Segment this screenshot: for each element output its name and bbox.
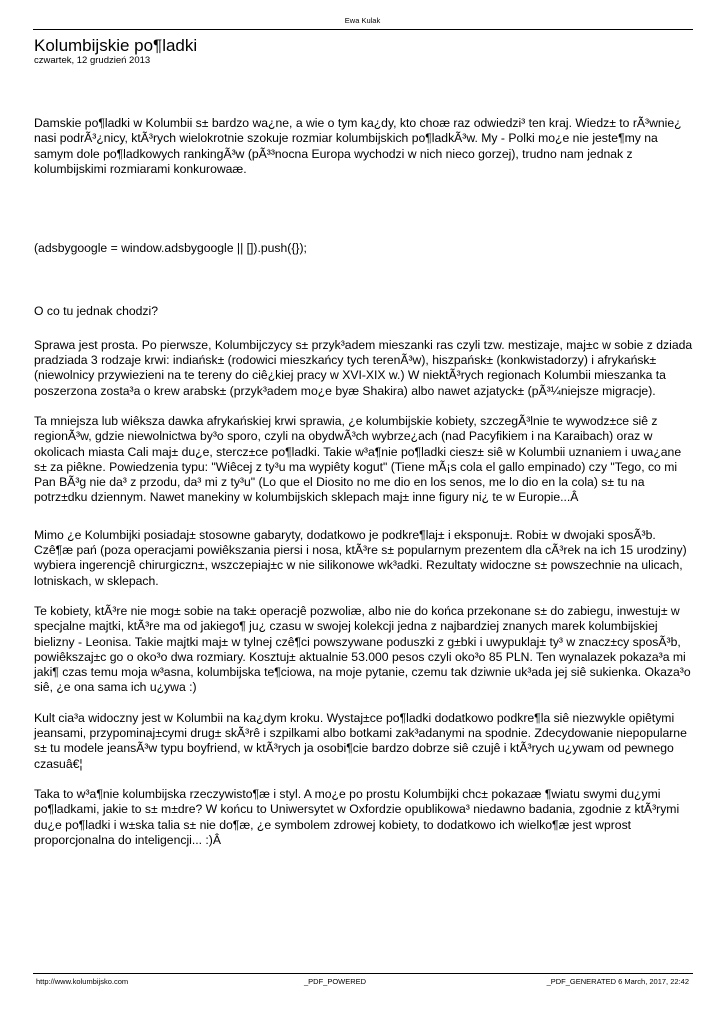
footer-generated: _PDF_GENERATED 6 March, 2017, 22:42 — [546, 977, 689, 986]
header-author: Ewa Kulak — [344, 16, 381, 25]
ad-script-text: (adsbygoogle = window.adsbygoogle || []).push({}); — [34, 241, 307, 256]
footer-divider — [33, 973, 693, 974]
paragraph-3: Mimo ¿e Kolumbijki posiadaj± stosowne gabaryty, dodatkowo je podkre¶laj± i eksponuj±. Robi± w dwojaki sposÃ³b. Czê¶æ pań (poza operacjami powiêkszania piersi i nosa, ktÃ³re s± popularnym prezentem dla cÃ³rek na ich 15 urodziny) wybiera ingerencjê chirurgiczn±, wszczepiaj±c w nie silikonowe wk³adki. Rezultaty widoczne s± powszechnie na ulicach, lotniskach, w sklepach. — [34, 527, 687, 588]
intro-paragraph: Damskie po¶ladki w Kolumbii s± bardzo wa¿ne, a wie o tym ka¿dy, kto choæ raz odwiedzi³ ten kraj. Wiedz± to rÃ³wnie¿ nasi podrÃ³¿nicy, ktÃ³rych wielokrotnie szokuje rozmiar kolumbijskich po¶ladkÃ³w. My - Polki mo¿e nie jeste¶my na samym dole po¶ladkowych rankingÃ³w (pÃ³³nocna Europa wychodzi w nich nieco gorzej), trudno nam jednak z kolumbijskimi rozmiarami konkurowaæ. — [34, 116, 682, 176]
article-date: czwartek, 12 grudzień 2013 — [34, 55, 151, 66]
paragraph-2: Ta mniejsza lub wiêksza dawka afrykańskiej krwi sprawia, ¿e kolumbijskie kobiety, szczegÃ³lnie te wywodz±ce siê z regionÃ³w, gdzie niewolnictwa by³o sporo, czyli na obydwÃ³ch wybrze¿ach (nad Pacyfikiem i na Karaibach) oraz w okolicach miasta Cali maj± du¿e, stercz±ce po¶ladki. Takie w³a¶nie po¶ladki ciesz± siê w Kolumbii uznaniem i uwa¿ane s± za piêkne. Powiedzenia typu: "Wiêcej z ty³u ma wypiêty kogut" (Tiene mÃ¡s cola el gallo empinado) czy "Tego, co mi Pan BÃ³g nie da³ z przodu, da³ mi z ty³u" (Lo que el Diosito no me dio en los senos, me lo dio en la cola) s± tu na potrz±dku dziennym. Nawet manekiny w kolumbijskich sklepach maj± inne figury ni¿ te w Europie...Â — [34, 413, 682, 505]
footer-url[interactable]: http://www.kolumbijsko.com — [36, 977, 129, 986]
article-body — [34, 116, 694, 848]
paragraph-5: Kult cia³a widoczny jest w Kolumbii na ka¿dym kroku. Wystaj±ce po¶ladki dodatkowo podkre¶la siê niezwykle opiêtymi jeansami, przypominaj±cymi drug± skÃ³rê i szpilkami albo botkami zak³adanymi na spodnie. Zdecydowanie niepopularne s± tu modele jeansÃ³w typu boyfriend, w ktÃ³rych ja osobi¶cie bardzo dobrze siê czujê i ktÃ³rych u¿ywam od pewnego czasuâ€¦ — [34, 710, 687, 771]
article-title: Kolumbijskie po¶ladki — [34, 36, 198, 55]
paragraph-6: Taka to w³a¶nie kolumbijska rzeczywisto¶æ i styl. A mo¿e po prostu Kolumbijki chc± pokazaæ ¶wiatu swymi du¿ymi po¶ladkami, jakie to s± m±dre? W końcu to Uniwersytet w Oxfordzie opublikowa³ niedawno badania, zgodnie z ktÃ³rymi du¿e po¶ladki i w±ska talia s± nie do¶æ, ¿e symbolem zdrowej kobiety, to dodatkowo ich wielko¶æ jest wprost proporcjonalna do inteligencji... :)Â — [34, 786, 680, 847]
question-paragraph: O co tu jednak chodzi? — [34, 304, 158, 319]
header-divider — [33, 29, 693, 30]
paragraph-4: Te kobiety, ktÃ³re nie mog± sobie na tak± operacjê pozwoliæ, albo nie do końca przekonane s± do zabiegu, inwestuj± w specjalne majtki, ktÃ³re ma od jakiego¶ ju¿ czasu w swojej kolekcji jedna z najbardziej znanych marek kolumbijskiej bielizny - Leonisa. Takie majtki maj± w tylnej czê¶ci powszywane poduszki z g±bki i uwypuklaj± ty³ w znacz±cy sposÃ³b, powiêkszaj±c go o oko³o dwa rozmiary. Kosztuj± aktualnie 53.000 pesos czyli oko³o 85 PLN. Ten wynalazek pokaza³a mi jaki¶ czas temu moja w³asna, kolumbijska te¶ciowa, na moje pytanie, czemu tak dziwnie uk³ada jej siê sukienka. Okaza³o siê, ¿e ona sama ich u¿ywa :) — [34, 603, 691, 695]
footer-powered: _PDF_POWERED — [304, 977, 367, 986]
paragraph-1: Sprawa jest prosta. Po pierwsze, Kolumbijczycy s± przyk³adem mieszanki ras czyli tzw. mestizaje, maj±c w sobie z dziada pradziada 3 rodzaje krwi: indiańsk± (rodowici mieszkańcy tych terenÃ³w), hiszpańsk± (konkwistadorzy) i afrykańsk± (niewolnicy przywiezieni na te tereny do ciê¿kiej pracy w XVI-XIX w.) W niektÃ³rych regionach Kolumbii mieszanka ta poszerzona zosta³a o krew arabsk± (przyk³adem mo¿e byæ Shakira) albo nawet azjatyck± (pÃ³¼niejsze migracje). — [34, 337, 693, 398]
